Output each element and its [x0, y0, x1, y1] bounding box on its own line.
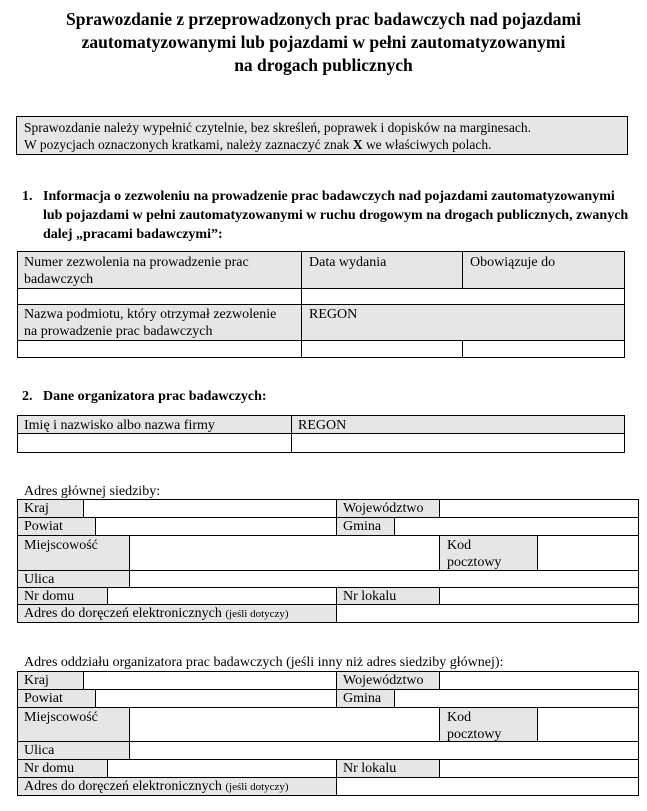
organizer-regon-label: REGON: [298, 418, 347, 433]
issue-date-label: Data wydania: [309, 255, 387, 270]
instructions-line: [24, 136, 620, 153]
section-1-title-line: lub pojazdami w pełni zautomatyzowanymi w ruchu drogowym na drogach publicznych, zwanych: [43, 208, 629, 223]
miejscowosc-field[interactable]: [130, 708, 439, 741]
entity-name-field[interactable]: [18, 341, 301, 357]
kraj-label: Kraj: [24, 673, 49, 688]
title-line: zautomatyzowanymi lub pojazdami w pełni zautomatyzowanymi: [81, 32, 566, 52]
kod-pocztowy-field[interactable]: [538, 708, 638, 741]
valid-until-field[interactable]: [463, 289, 624, 304]
edoreczenia-field[interactable]: [337, 778, 638, 795]
valid-until-label: Obowiązuje do: [470, 255, 556, 270]
ulica-label: Ulica: [24, 743, 55, 758]
label-text: Adres do doręczeń elektronicznych: [24, 606, 222, 621]
powiat-field[interactable]: [96, 690, 336, 707]
label-text: Nazwa podmiotu, który otrzymał zezwolenie: [24, 307, 277, 322]
wojewodztwo-label: Województwo: [343, 673, 424, 688]
permit-number-field[interactable]: [18, 289, 301, 304]
miejscowosc-label: Miejscowość: [24, 710, 98, 725]
branch-address-heading: Adres oddziału organizatora prac badawczych (jeśli inny niż adres siedziby głównej):: [24, 655, 504, 670]
section-2-title: Dane organizatora prac badawczych:: [43, 389, 267, 404]
edoreczenia-label: [24, 605, 289, 623]
organizer-name-label: Imię i nazwisko albo nazwa firmy: [24, 418, 215, 433]
label-text: Kod: [447, 538, 472, 553]
kod-pocztowy-label: [447, 709, 501, 743]
label-note: (jeśli dotyczy): [225, 781, 289, 793]
title-line: Sprawozdanie z przeprowadzonych prac badawczych nad pojazdami: [66, 9, 581, 29]
nr-lokalu-label: Nr lokalu: [343, 761, 397, 776]
label-text: Kod: [447, 710, 472, 725]
main-address-heading: Adres głównej siedziby:: [24, 484, 161, 499]
gmina-label: Gmina: [343, 691, 382, 706]
section-2-number: 2.: [22, 389, 33, 404]
label-text: pocztowy: [447, 727, 502, 742]
nr-domu-label: Nr domu: [24, 589, 75, 604]
organizer-regon-field[interactable]: [292, 434, 624, 452]
ulica-field[interactable]: [130, 571, 638, 587]
nr-lokalu-field[interactable]: [440, 588, 638, 604]
gmina-label: Gmina: [343, 519, 382, 534]
gmina-field[interactable]: [395, 518, 638, 535]
x-mark: X: [352, 137, 363, 152]
miejscowosc-label: Miejscowość: [24, 538, 98, 553]
wojewodztwo-field[interactable]: [440, 672, 638, 689]
ulica-field[interactable]: [130, 742, 638, 759]
title-line: na drogach publicznych: [234, 55, 413, 75]
label-text: Adres do doręczeń elektronicznych: [24, 779, 222, 794]
kraj-label: Kraj: [24, 501, 49, 516]
kod-pocztowy-field[interactable]: [538, 536, 638, 570]
nr-lokalu-field[interactable]: [440, 760, 638, 777]
kod-pocztowy-label: [447, 537, 501, 571]
instructions-box: [16, 116, 628, 155]
ulica-label: Ulica: [24, 572, 55, 587]
nr-lokalu-label: Nr lokalu: [343, 589, 397, 604]
regon-field[interactable]: [302, 341, 462, 357]
instructions-line: Sprawozdanie należy wypełnić czytelnie, bez skreśleń, poprawek i dopisków na marginesach.: [24, 120, 531, 135]
label-text: pocztowy: [447, 555, 502, 570]
nr-domu-label: Nr domu: [24, 761, 75, 776]
powiat-label: Powiat: [24, 519, 63, 534]
miejscowosc-field[interactable]: [130, 536, 439, 570]
permit-number-label: [24, 254, 249, 288]
edoreczenia-label: [24, 778, 289, 796]
powiat-field[interactable]: [96, 518, 336, 535]
issue-date-field[interactable]: [302, 289, 462, 304]
edoreczenia-field[interactable]: [337, 605, 638, 622]
kraj-field[interactable]: [84, 672, 336, 689]
section-1-title-line: dalej „pracami badawczymi”:: [43, 227, 223, 242]
section-1-title-line: Informacja o zezwoleniu na prowadzenie prac badawczych nad pojazdami zautomatyzowanymi: [43, 189, 615, 204]
instructions-text: we właściwych polach.: [362, 137, 492, 152]
wojewodztwo-label: Województwo: [343, 501, 424, 516]
wojewodztwo-field[interactable]: [440, 500, 638, 517]
label-text: na prowadzenie prac badawczych: [24, 324, 213, 339]
label-text: Numer zezwolenia na prowadzenie prac: [24, 255, 249, 270]
organizer-name-field[interactable]: [18, 434, 291, 452]
regon-label: REGON: [309, 307, 358, 322]
label-text: badawczych: [24, 272, 94, 287]
kraj-field[interactable]: [84, 500, 336, 517]
gmina-field[interactable]: [395, 690, 638, 707]
nr-domu-field[interactable]: [108, 588, 336, 604]
section-1-number: 1.: [22, 189, 33, 204]
document-title: [0, 8, 647, 77]
entity-name-label: [24, 306, 276, 340]
instructions-text: W pozycjach oznaczonych kratkami, należy zaznaczyć znak: [24, 137, 353, 152]
label-note: (jeśli dotyczy): [225, 608, 289, 620]
nr-domu-field[interactable]: [108, 760, 336, 777]
regon-extra-field[interactable]: [463, 341, 624, 357]
powiat-label: Powiat: [24, 691, 63, 706]
